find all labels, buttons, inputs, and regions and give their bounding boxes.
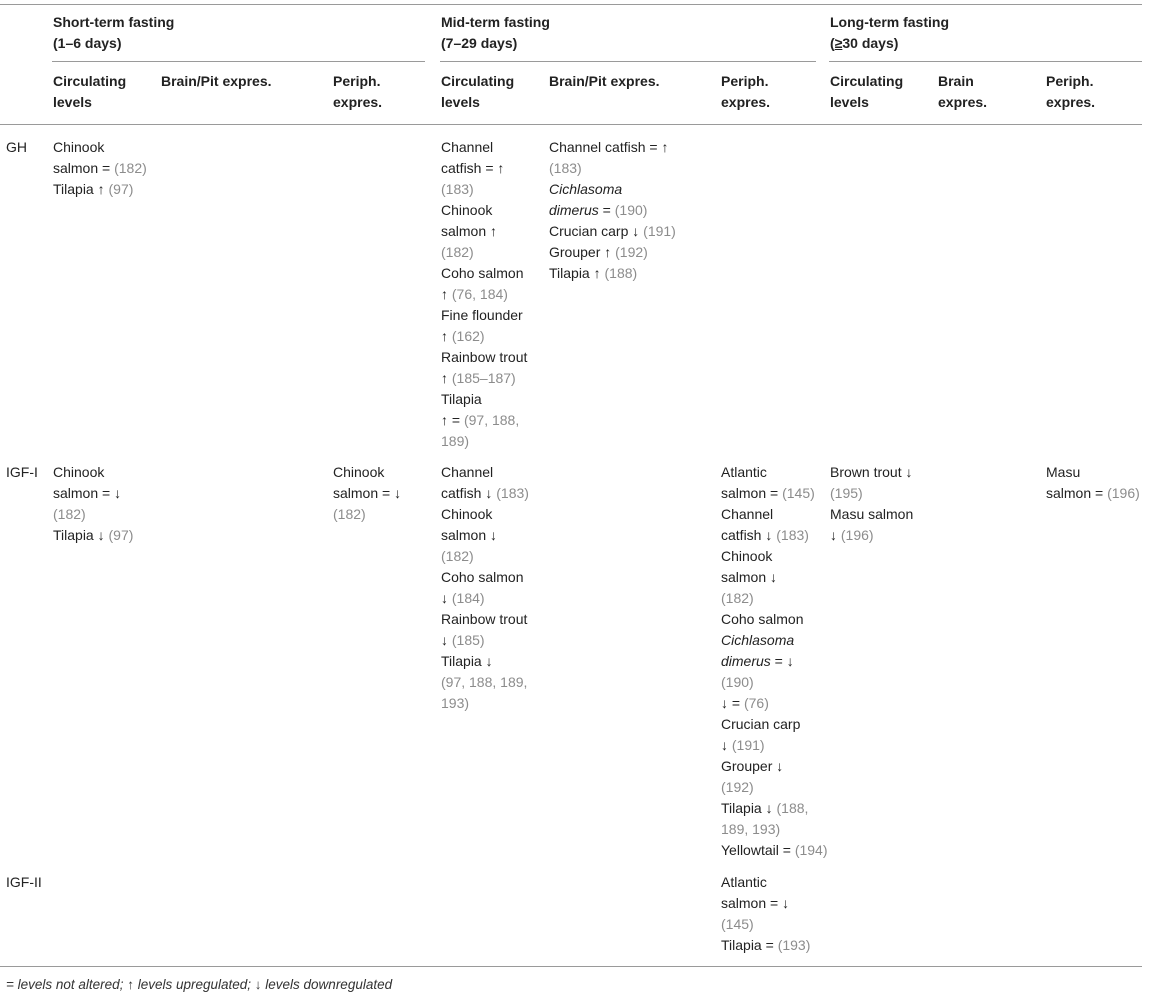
cell-text: Fine flounder <box>441 307 523 323</box>
cell-text: Chinook <box>441 202 493 218</box>
cell-line <box>53 137 147 158</box>
cell-text: Masu <box>1046 464 1081 480</box>
cell-text: Brown trout ↓ <box>830 464 913 480</box>
subheader-line: expres. <box>1046 94 1096 110</box>
subheader-line: Brain <box>938 73 974 89</box>
cell-line <box>830 504 913 525</box>
citation-ref: (182) <box>333 506 366 522</box>
cell-line <box>441 242 527 263</box>
citation-ref: (193) <box>777 937 811 953</box>
cell-line <box>53 179 147 200</box>
cell-text: ↑ <box>441 328 452 344</box>
cell-text: Grouper ↓ <box>721 758 784 774</box>
cell-line <box>53 504 133 525</box>
citation-ref: (188, <box>776 800 809 816</box>
table-footnote: = levels not altered; ↑ levels upregulated; ↓ levels downregulated <box>6 977 393 992</box>
citation-ref: (76, 184) <box>451 286 508 302</box>
subheader-line: expres. <box>333 94 383 110</box>
cell-text: ↓ <box>441 590 452 606</box>
group-header-name: Short-term fasting <box>53 14 175 30</box>
table-cell-mid-brain <box>549 137 676 284</box>
subheader-mid-circ <box>441 71 514 113</box>
cell-line <box>441 221 527 242</box>
cell-line <box>721 504 828 525</box>
table-cell-mid-periph <box>721 462 828 861</box>
cell-line <box>721 714 828 735</box>
citation-ref: (196) <box>1107 485 1140 501</box>
cell-text: Rainbow trout <box>441 611 528 627</box>
citation-ref: (196) <box>840 527 874 543</box>
cell-line <box>721 777 828 798</box>
cell-text: salmon = <box>721 485 783 501</box>
citation-ref: (185) <box>451 632 485 648</box>
cell-line <box>53 158 147 179</box>
subheader-long-brain <box>938 71 987 113</box>
cell-line <box>441 567 529 588</box>
cell-line <box>830 483 913 504</box>
cell-text: catfish = ↑ <box>441 160 505 176</box>
cell-text: Chinook <box>441 506 493 522</box>
group-header-range: (7–29 days) <box>441 35 518 51</box>
cell-line <box>830 462 913 483</box>
subheader-short-circ <box>53 71 126 113</box>
cell-line <box>333 504 401 525</box>
cell-line <box>1046 462 1140 483</box>
cell-line <box>441 263 527 284</box>
cell-text: catfish ↓ <box>441 485 497 501</box>
cell-text: Coho salmon <box>441 569 524 585</box>
cell-text: salmon = ↓ <box>333 485 402 501</box>
cell-text: ↓ <box>441 632 452 648</box>
citation-ref: (183) <box>496 485 529 501</box>
cell-line <box>441 630 529 651</box>
cell-text: Chinook <box>721 548 773 564</box>
subheader-line: levels <box>830 94 869 110</box>
citation-ref: (191) <box>731 737 765 753</box>
table-cell-mid-periph <box>721 872 810 956</box>
cell-line <box>549 242 676 263</box>
cell-line <box>441 179 527 200</box>
subheader-line: expres. <box>938 94 988 110</box>
cell-text: salmon = ↓ <box>721 895 790 911</box>
cell-text: Tilapia ↑ <box>53 181 109 197</box>
citation-ref: (194) <box>794 842 828 858</box>
cell-line <box>721 609 828 630</box>
cell-text: salmon = ↓ <box>53 485 122 501</box>
citation-ref: (190) <box>721 674 754 690</box>
range-prefix: ( <box>830 35 835 51</box>
cell-line <box>721 588 828 609</box>
group-header-short-term <box>53 12 174 54</box>
cell-line <box>441 588 529 609</box>
cell-line <box>549 137 676 158</box>
subheader-line: Brain/Pit expres. <box>161 73 272 89</box>
citation-ref: (182) <box>441 548 474 564</box>
cell-text: Tilapia ↓ <box>721 800 777 816</box>
cell-line <box>721 735 828 756</box>
cell-text: Tilapia <box>441 391 482 407</box>
cell-line <box>441 305 527 326</box>
citation-ref: (145) <box>721 916 754 932</box>
cell-line <box>721 840 828 861</box>
row-label: GH <box>6 139 27 155</box>
group-header-long-term <box>830 12 949 54</box>
subheader-line: Periph. <box>333 73 381 89</box>
cell-text: Masu salmon <box>830 506 914 522</box>
subheader-short-brain <box>161 71 272 92</box>
short-term-group-rule <box>52 61 425 62</box>
citation-ref: (97, 188, 189, <box>441 674 528 690</box>
citation-ref: (192) <box>615 244 648 260</box>
cell-line <box>721 819 828 840</box>
cell-text: Yellowtail = <box>721 842 795 858</box>
row-label: IGF-I <box>6 464 38 480</box>
citation-ref: (185–187) <box>451 370 516 386</box>
subheader-line: levels <box>53 94 92 110</box>
group-header-range: (1–6 days) <box>53 35 122 51</box>
cell-line <box>721 756 828 777</box>
citation-ref: (182) <box>53 506 86 522</box>
table-top-rule <box>0 4 1142 5</box>
subheader-mid-brain <box>549 71 660 92</box>
cell-text: Cichlasoma <box>549 181 623 197</box>
cell-line <box>721 914 810 935</box>
cell-line <box>441 546 529 567</box>
subheader-line: Periph. <box>721 73 769 89</box>
subheader-line: Brain/Pit expres. <box>549 73 660 89</box>
cell-line <box>441 672 529 693</box>
cell-text: ↑ <box>441 286 452 302</box>
cell-line <box>721 546 828 567</box>
cell-text: ↓ <box>721 737 732 753</box>
cell-text: Rainbow trout <box>441 349 528 365</box>
cell-text: Grouper ↑ <box>549 244 616 260</box>
cell-text: Channel <box>441 139 494 155</box>
citation-ref: (182) <box>441 244 474 260</box>
cell-line <box>333 462 401 483</box>
header-bottom-rule <box>0 124 1142 125</box>
cell-text: salmon = <box>53 160 115 176</box>
mid-term-group-rule <box>440 61 816 62</box>
citation-ref: (188) <box>604 265 638 281</box>
cell-line <box>721 651 828 672</box>
cell-line <box>549 200 676 221</box>
cell-text: salmon ↓ <box>441 527 498 543</box>
citation-ref: (191) <box>643 223 676 239</box>
subheader-long-periph <box>1046 71 1095 113</box>
table-cell-mid-circ <box>441 462 529 714</box>
range-geq-symbol: ≥ <box>834 35 843 51</box>
cell-text: dimerus <box>721 653 771 669</box>
subheader-line: levels <box>441 94 480 110</box>
cell-text: Tilapia = <box>721 937 778 953</box>
cell-text: Chinook <box>53 464 105 480</box>
group-header-mid-term <box>441 12 550 54</box>
cell-line <box>721 935 810 956</box>
cell-line <box>441 525 529 546</box>
group-header-range <box>830 33 949 54</box>
cell-line <box>549 263 676 284</box>
cell-line <box>53 525 133 546</box>
cell-text: Cichlasoma <box>721 632 795 648</box>
cell-line <box>333 483 401 504</box>
cell-line <box>441 137 527 158</box>
cell-line <box>721 893 810 914</box>
citation-ref: (183) <box>776 527 809 543</box>
citation-ref: (182) <box>114 160 147 176</box>
cell-text: Channel catfish = ↑ <box>549 139 669 155</box>
cell-text: Tilapia ↑ <box>549 265 605 281</box>
cell-line <box>441 483 529 504</box>
cell-text: Coho salmon <box>721 611 804 627</box>
subheader-mid-periph <box>721 71 770 113</box>
cell-line <box>721 567 828 588</box>
subheader-line: Circulating <box>441 73 515 89</box>
citation-ref: (97) <box>108 527 134 543</box>
citation-ref: (145) <box>782 485 815 501</box>
cell-line <box>721 462 828 483</box>
table-cell-short-circ <box>53 462 133 546</box>
cell-line <box>721 672 828 693</box>
cell-text: ↑ <box>441 370 452 386</box>
table-cell-short-circ <box>53 137 147 200</box>
subheader-line: Periph. <box>1046 73 1094 89</box>
group-header-name: Long-term fasting <box>830 14 949 30</box>
cell-line <box>549 158 676 179</box>
cell-text: Atlantic <box>721 874 767 890</box>
cell-line <box>53 483 133 504</box>
cell-line <box>441 651 529 672</box>
cell-line <box>1046 483 1140 504</box>
cell-line <box>721 872 810 893</box>
cell-text: Coho salmon <box>441 265 524 281</box>
cell-text: Crucian carp <box>721 716 801 732</box>
citation-ref: (182) <box>721 590 754 606</box>
cell-line <box>53 462 133 483</box>
table-cell-short-periph <box>333 462 401 525</box>
table-cell-mid-circ <box>441 137 527 452</box>
cell-line <box>830 525 913 546</box>
cell-line <box>441 326 527 347</box>
citation-ref: 189, 193) <box>721 821 781 837</box>
table-cell-long-circ <box>830 462 913 546</box>
subheader-line: expres. <box>721 94 771 110</box>
cell-line <box>441 410 527 431</box>
citation-ref: (183) <box>441 181 474 197</box>
citation-ref: 193) <box>441 695 470 711</box>
cell-line <box>441 200 527 221</box>
cell-text: Tilapia ↓ <box>441 653 493 669</box>
cell-line <box>721 693 828 714</box>
cell-line <box>721 798 828 819</box>
cell-line <box>549 179 676 200</box>
cell-line <box>721 525 828 546</box>
cell-text: salmon ↑ <box>441 223 498 239</box>
cell-text: Tilapia ↓ <box>53 527 109 543</box>
table-bottom-rule <box>0 966 1142 967</box>
citation-ref: (162) <box>451 328 485 344</box>
cell-line <box>441 462 529 483</box>
citation-ref: (192) <box>721 779 754 795</box>
cell-line <box>441 431 527 452</box>
cell-text: ↑ = <box>441 412 464 428</box>
cell-text: catfish ↓ <box>721 527 777 543</box>
citation-ref: (183) <box>549 160 582 176</box>
cell-line <box>441 158 527 179</box>
cell-text: ↓ <box>830 527 841 543</box>
subheader-short-periph <box>333 71 382 113</box>
citation-ref: (195) <box>830 485 863 501</box>
cell-line <box>721 630 828 651</box>
citation-ref: 189) <box>441 433 470 449</box>
cell-text: Atlantic <box>721 464 767 480</box>
citation-ref: (97, 188, <box>463 412 520 428</box>
cell-text: Crucian carp ↓ <box>549 223 644 239</box>
cell-text: Chinook <box>53 139 105 155</box>
cell-text: dimerus <box>549 202 599 218</box>
subheader-long-circ <box>830 71 903 113</box>
cell-text: = ↓ <box>770 653 794 669</box>
cell-line <box>441 347 527 368</box>
table-cell-long-periph <box>1046 462 1140 504</box>
cell-line <box>549 221 676 242</box>
cell-line <box>441 368 527 389</box>
row-label: IGF-II <box>6 874 42 890</box>
range-suffix: 30 days) <box>842 35 899 51</box>
group-header-name: Mid-term fasting <box>441 14 550 30</box>
citation-ref: (97) <box>108 181 134 197</box>
citation-ref: (184) <box>451 590 485 606</box>
citation-ref: (76) <box>743 695 769 711</box>
cell-line <box>441 284 527 305</box>
cell-text: Channel <box>441 464 494 480</box>
cell-line <box>721 483 828 504</box>
cell-text: Channel <box>721 506 774 522</box>
subheader-line: Circulating <box>53 73 127 89</box>
cell-text: ↓ = <box>721 695 744 711</box>
cell-line <box>441 504 529 525</box>
cell-line <box>441 609 529 630</box>
subheader-line: Circulating <box>830 73 904 89</box>
long-term-group-rule <box>829 61 1142 62</box>
cell-line <box>441 389 527 410</box>
cell-text: = <box>598 202 615 218</box>
cell-text: salmon = <box>1046 485 1108 501</box>
citation-ref: (190) <box>614 202 648 218</box>
cell-text: Chinook <box>333 464 385 480</box>
cell-text: salmon ↓ <box>721 569 778 585</box>
cell-line <box>441 693 529 714</box>
